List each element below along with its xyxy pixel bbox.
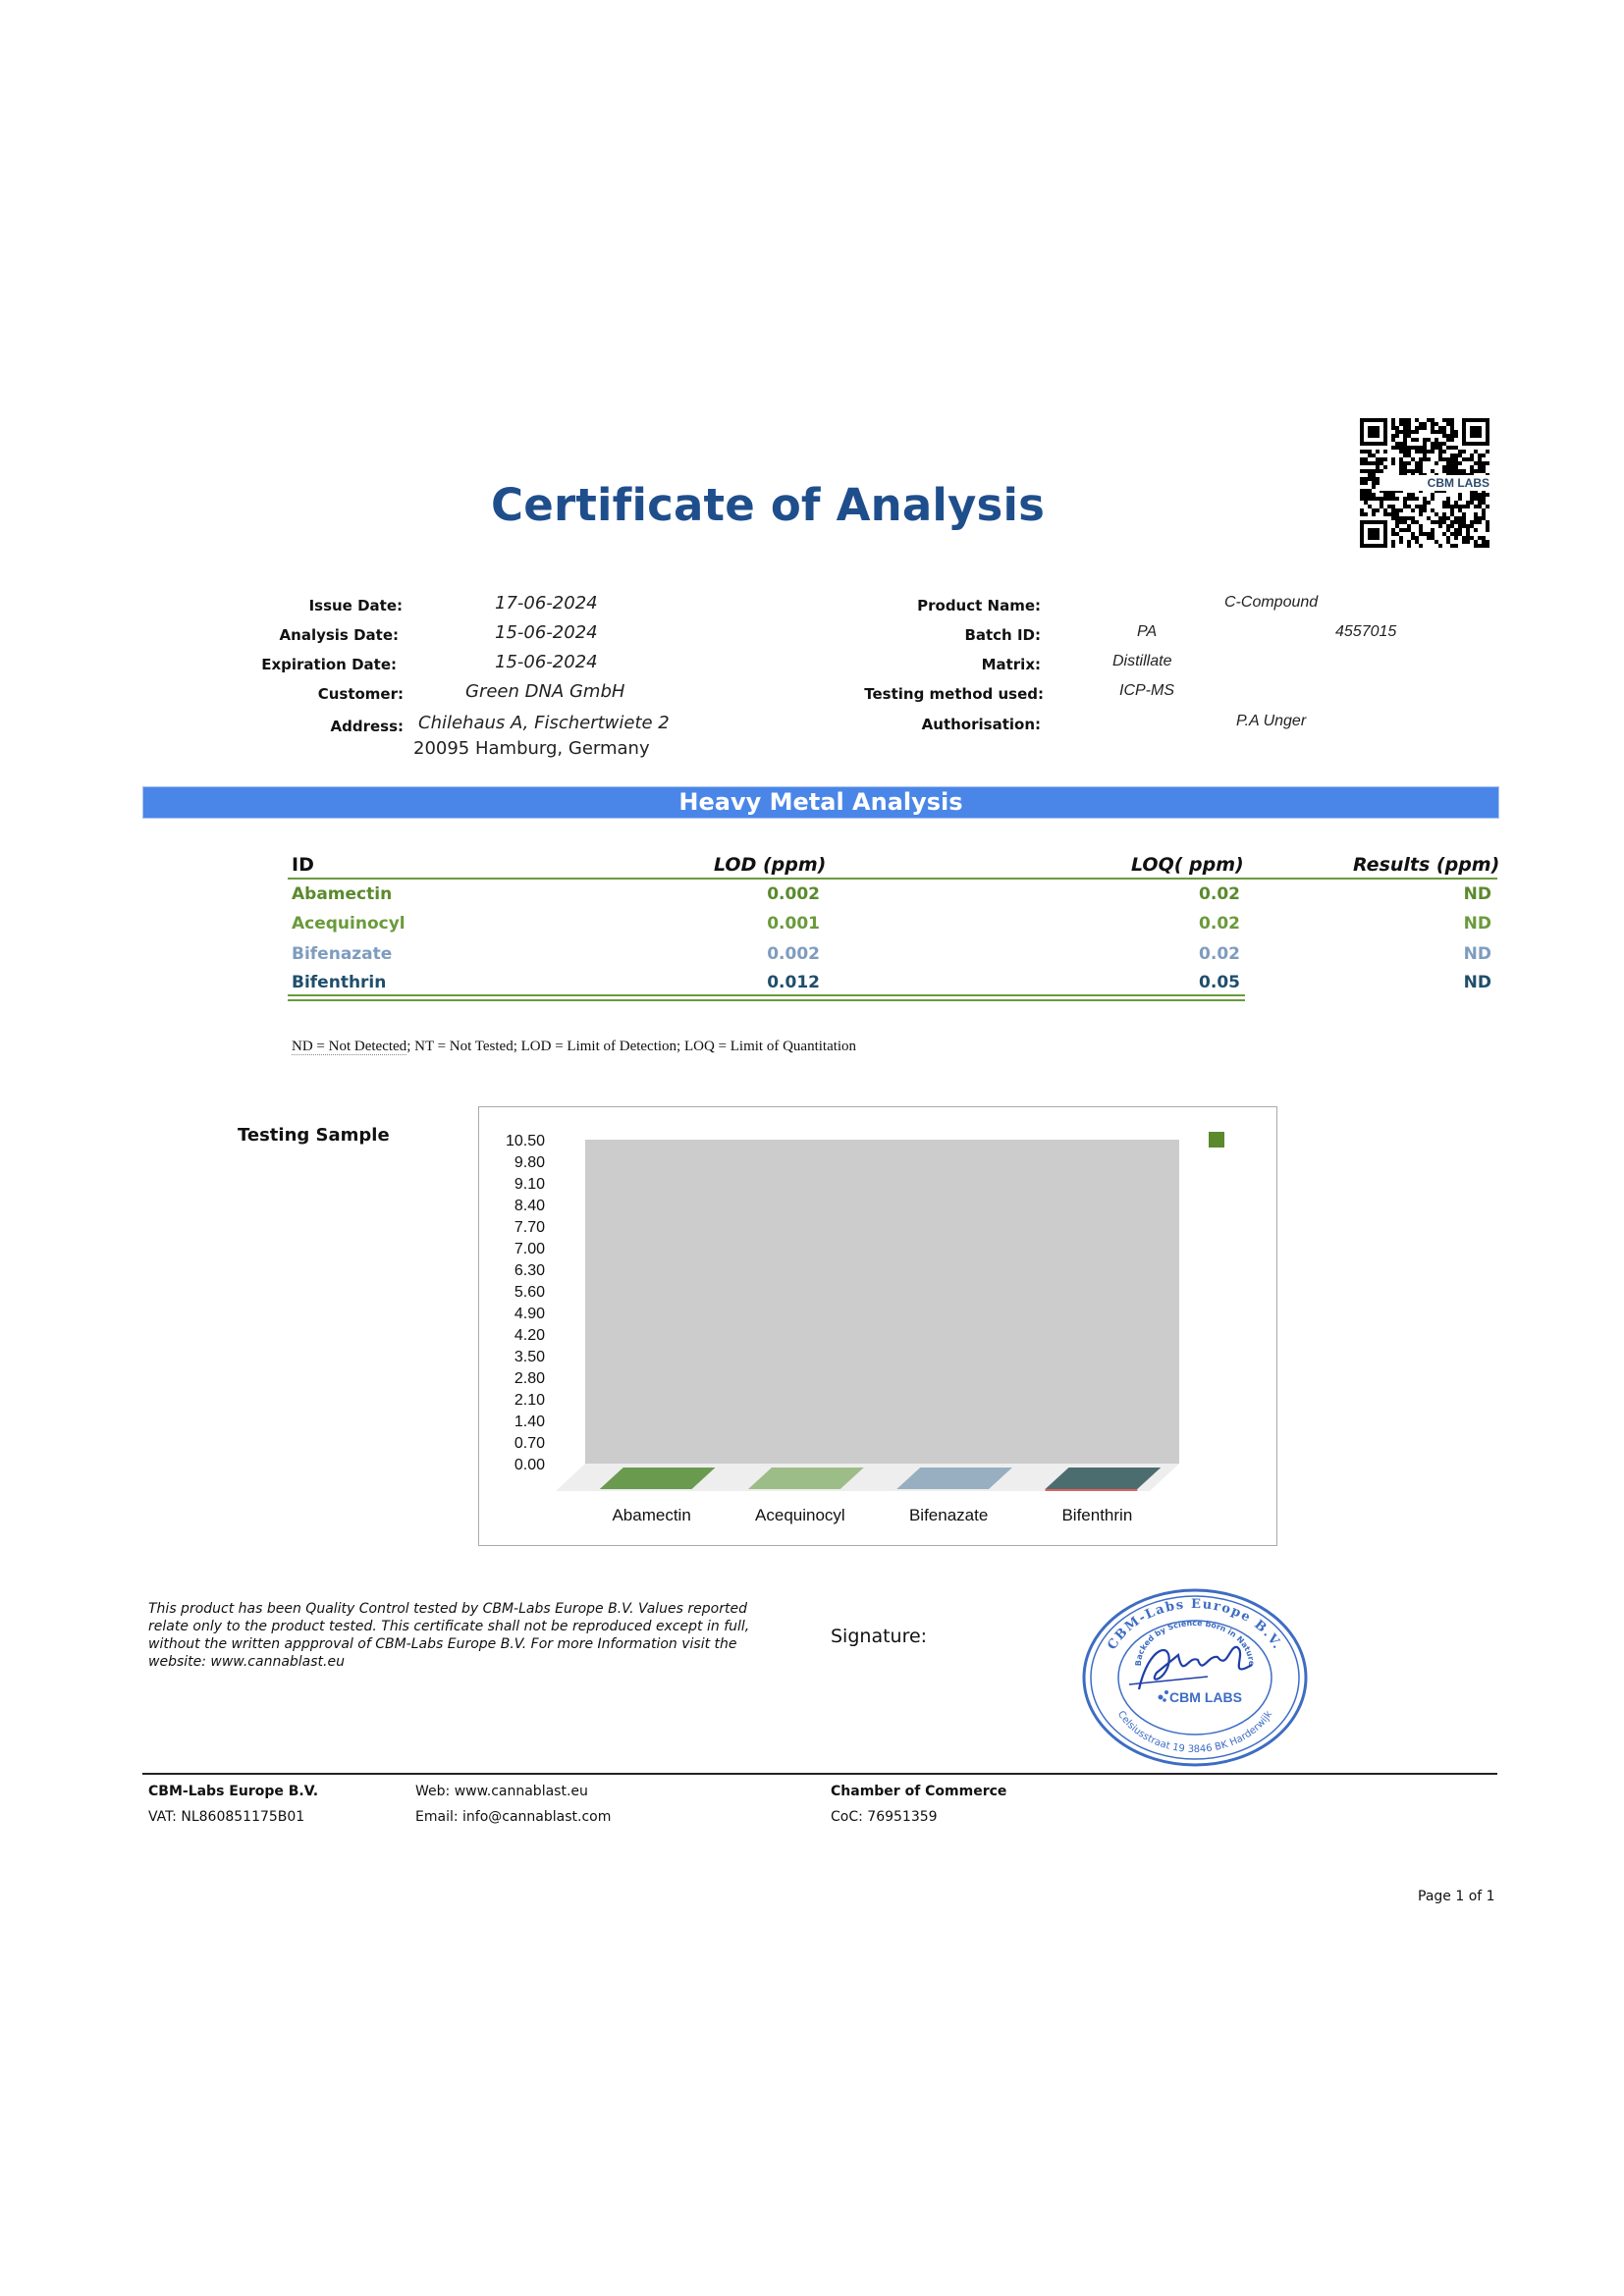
col-header-lod: LOD (ppm) xyxy=(714,854,827,876)
chart-frame xyxy=(478,1106,1277,1546)
address-label: Address: xyxy=(330,718,404,735)
product-name-value: C-Compound xyxy=(1224,594,1319,611)
y-tick-label: 2.80 xyxy=(514,1370,545,1387)
table-cell-loq: 0.02 xyxy=(1199,884,1240,904)
y-tick-label: 5.60 xyxy=(514,1284,545,1301)
header-rule xyxy=(288,878,1497,880)
testing-method-label: Testing method used: xyxy=(864,685,1044,703)
table-cell-id: Bifenthrin xyxy=(292,973,387,992)
y-tick-label: 6.30 xyxy=(514,1262,545,1279)
table-cell-lod: 0.012 xyxy=(767,973,820,992)
customer-value: Green DNA GmbH xyxy=(465,681,625,702)
section-banner: Heavy Metal Analysis xyxy=(142,786,1499,819)
disclaimer-text: This product has been Quality Control tested by CBM-Labs Europe B.V. Values reported relate only to the product tested. This certificate shall not be reproduced except in full, without the written appproval of CBM-Labs Europe B.V. For more Information visit the website: www.cannablast.eu xyxy=(148,1601,750,1670)
y-tick-label: 3.50 xyxy=(514,1349,545,1365)
issue-date-label: Issue Date: xyxy=(308,597,403,614)
y-tick-label: 1.40 xyxy=(514,1414,545,1430)
analysis-date-value: 15-06-2024 xyxy=(495,622,598,643)
y-tick-label: 2.10 xyxy=(514,1392,545,1409)
analysis-date-label: Analysis Date: xyxy=(279,626,399,644)
svg-text:CBM-Labs Europe B.V.: CBM-Labs Europe B.V. xyxy=(1105,1596,1285,1653)
table-cell-lod: 0.002 xyxy=(767,944,820,964)
svg-text:Celsiusstraat 19 3846 BK Harde: Celsiusstraat 19 3846 BK Harderwijk xyxy=(1114,1709,1275,1756)
x-tick-label: Bifenthrin xyxy=(1061,1506,1133,1524)
abbreviation-note-rest: ; NT = Not Tested; LOD = Limit of Detection; LOQ = Limit of Quantitation xyxy=(406,1039,857,1054)
footer-web: Web: www.cannablast.eu xyxy=(415,1784,588,1799)
batch-number: 4557015 xyxy=(1335,623,1397,640)
abbreviation-note xyxy=(292,1039,856,1055)
table-bottom-rule-2 xyxy=(288,999,1245,1001)
page-title: Certificate of Analysis xyxy=(491,479,1046,531)
table-cell-result: ND xyxy=(1463,914,1491,934)
chart-legend-swatch xyxy=(1209,1132,1224,1148)
address-line2: 20095 Hamburg, Germany xyxy=(413,738,650,759)
batch-id-label: Batch ID: xyxy=(964,626,1041,644)
footer-email: Email: info@cannablast.com xyxy=(415,1809,612,1825)
table-bottom-rule xyxy=(288,994,1245,996)
table-cell-result: ND xyxy=(1463,944,1491,964)
table-cell-id: Abamectin xyxy=(292,884,393,904)
bar-chart xyxy=(479,1107,1276,1545)
table-cell-loq: 0.05 xyxy=(1199,973,1240,992)
table-cell-loq: 0.02 xyxy=(1199,944,1240,964)
page-number: Page 1 of 1 xyxy=(1418,1889,1495,1904)
authorisation-label: Authorisation: xyxy=(921,716,1041,733)
y-tick-label: 4.90 xyxy=(514,1306,545,1322)
expiration-date-label: Expiration Date: xyxy=(261,656,397,673)
company-stamp-seal xyxy=(1080,1586,1310,1769)
testing-method-value: ICP-MS xyxy=(1119,682,1174,699)
y-tick-label: 9.10 xyxy=(514,1176,545,1193)
qr-brand-label: CBM LABS xyxy=(1380,475,1493,491)
signature-label: Signature: xyxy=(831,1626,928,1647)
col-header-loq: LOQ( ppm) xyxy=(1131,854,1244,876)
chart-label: Testing Sample xyxy=(238,1125,390,1146)
table-cell-result: ND xyxy=(1463,973,1491,992)
chart-plot-area xyxy=(585,1140,1179,1464)
col-header-results: Results (ppm) xyxy=(1353,854,1500,876)
footer-rule xyxy=(142,1773,1497,1775)
customer-label: Customer: xyxy=(317,685,404,703)
abbreviation-note-nd: ND = Not Detected xyxy=(292,1039,407,1054)
footer-company: CBM-Labs Europe B.V. xyxy=(148,1784,319,1799)
svg-text:CBM LABS: CBM LABS xyxy=(1169,1689,1242,1705)
svg-text:Backed by Science born in Natu: Backed by Science born in Nature xyxy=(1133,1619,1257,1667)
col-header-id: ID xyxy=(292,854,314,876)
footer-vat: VAT: NL860851175B01 xyxy=(148,1809,305,1825)
product-name-label: Product Name: xyxy=(917,597,1041,614)
y-tick-label: 9.80 xyxy=(514,1154,545,1171)
footer-coc-title: Chamber of Commerce xyxy=(831,1784,1007,1799)
y-tick-label: 7.70 xyxy=(514,1219,545,1236)
y-tick-label: 8.40 xyxy=(514,1198,545,1214)
issue-date-value: 17-06-2024 xyxy=(495,593,598,614)
table-cell-id: Bifenazate xyxy=(292,944,393,964)
y-tick-label: 4.20 xyxy=(514,1327,545,1344)
expiration-date-value: 15-06-2024 xyxy=(495,652,598,672)
batch-prefix: PA xyxy=(1137,623,1158,640)
x-tick-label: Bifenazate xyxy=(908,1506,989,1524)
footer-coc: CoC: 76951359 xyxy=(831,1809,938,1825)
y-tick-label: 7.00 xyxy=(514,1241,545,1257)
matrix-value: Distillate xyxy=(1112,653,1172,669)
x-tick-label: Abamectin xyxy=(612,1506,691,1524)
x-tick-label: Acequinocyl xyxy=(755,1506,845,1524)
table-cell-result: ND xyxy=(1463,884,1491,904)
table-cell-loq: 0.02 xyxy=(1199,914,1240,934)
table-cell-lod: 0.001 xyxy=(767,914,820,934)
y-tick-label: 10.50 xyxy=(505,1133,545,1149)
y-tick-label: 0.70 xyxy=(514,1435,545,1452)
address-line1: Chilehaus A, Fischertwiete 2 xyxy=(418,713,670,733)
table-cell-lod: 0.002 xyxy=(767,884,820,904)
matrix-label: Matrix: xyxy=(981,656,1041,673)
y-tick-label: 0.00 xyxy=(514,1457,545,1473)
authorisation-value: P.A Unger xyxy=(1236,713,1307,729)
table-cell-id: Acequinocyl xyxy=(292,914,406,934)
